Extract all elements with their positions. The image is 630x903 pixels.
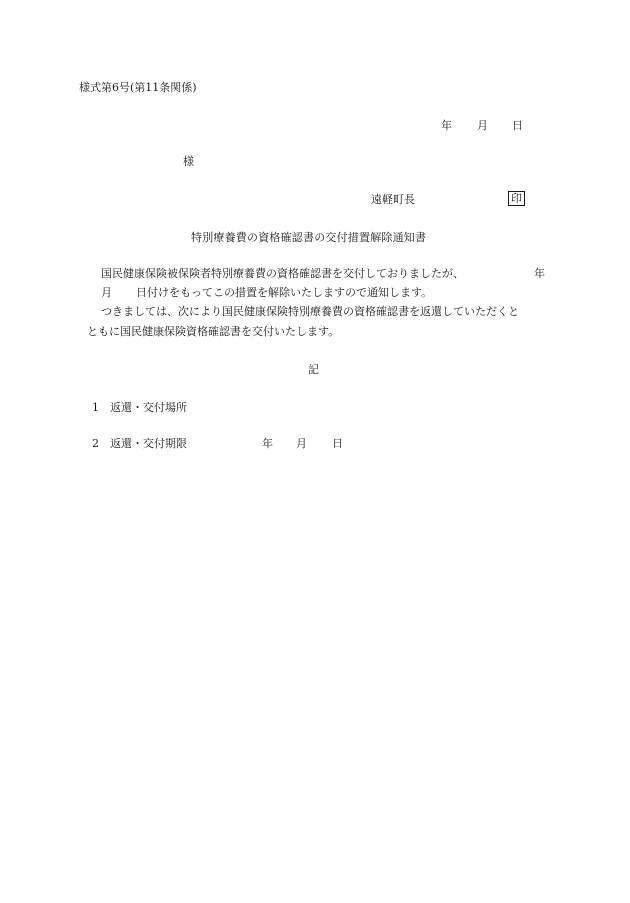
body-paragraph-1-line-2: 日付けをもってこの措置を解除いたしますので通知します。 (136, 286, 433, 299)
item-2-month: 月 (296, 437, 307, 450)
item-1-label: 返還・交付場所 (110, 401, 187, 414)
body-paragraph-1-month: 月 (101, 286, 112, 299)
body-paragraph-2-line-2: ともに国民健康保険資格確認書を交付いたします。 (87, 325, 340, 338)
item-1-number: 1 (92, 401, 99, 414)
item-2-year: 年 (262, 437, 273, 450)
date-day: 日 (512, 119, 523, 132)
document-title: 特別療養費の資格確認書の交付措置解除通知書 (191, 231, 427, 244)
body-paragraph-2-line-1: つきましては、次により国民健康保険特別療養費の資格確認書を返還していただくと (101, 305, 519, 318)
addressee-suffix: 様 (183, 155, 194, 168)
date-year: 年 (441, 119, 452, 132)
item-2-day: 日 (332, 437, 343, 450)
item-2-number: 2 (92, 437, 99, 450)
body-paragraph-1-line-1: 国民健康保険被保険者特別療養費の資格確認書を交付しておりましたが、 (101, 267, 464, 280)
date-month: 月 (477, 119, 488, 132)
issuer-title: 遠軽町長 (371, 193, 415, 206)
form-number: 様式第6号(第11条関係) (79, 81, 197, 94)
ki-label: 記 (308, 363, 319, 376)
item-2-label: 返還・交付期限 (110, 437, 187, 450)
body-paragraph-1-year: 年 (534, 267, 545, 280)
seal-mark: 印 (508, 191, 525, 206)
